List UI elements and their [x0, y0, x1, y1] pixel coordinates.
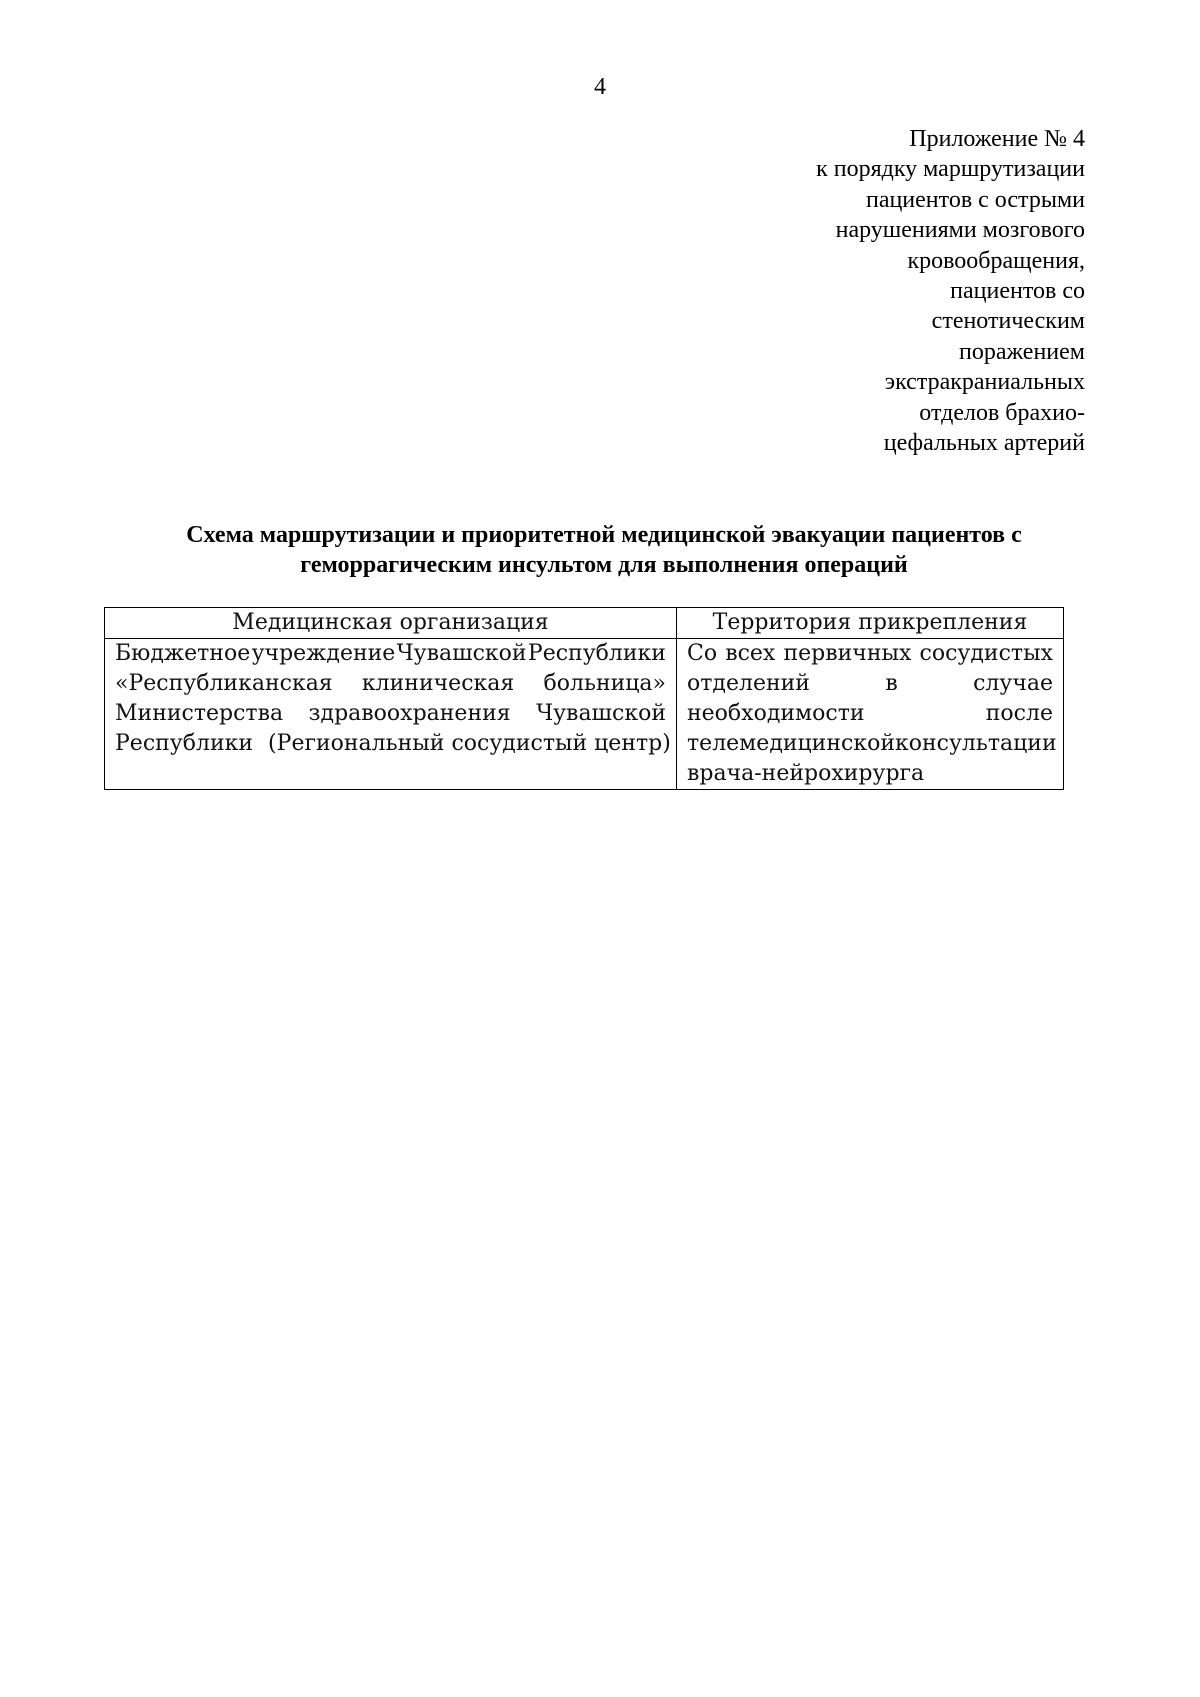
word: телемедицинской [687, 731, 895, 756]
cell-line [115, 639, 666, 669]
appendix-line: экстракраниальных [884, 369, 1085, 396]
word: Республики [527, 641, 666, 666]
appendix-header [665, 124, 1085, 458]
table-row [105, 639, 1064, 790]
word: сосудистых [919, 641, 1053, 666]
title-line: Схема маршрутизации и приоритетной медицинской эвакуации пациентов с [186, 522, 1022, 548]
cell-organization [105, 639, 677, 790]
word: Со [687, 641, 718, 666]
word: Министерства [115, 701, 284, 726]
word: Республики [115, 731, 254, 756]
cell-line [115, 699, 666, 729]
word: больница» [543, 671, 666, 696]
appendix-line: нарушениями мозгового [835, 217, 1085, 244]
word: врача-нейрохирурга [687, 761, 925, 786]
word: Чувашской [536, 701, 666, 726]
appendix-line: цефальных артерий [883, 430, 1085, 457]
word: в [885, 671, 898, 696]
header-organization: Медицинская организация [105, 608, 677, 639]
word: после [985, 701, 1053, 726]
appendix-line: стенотическим [931, 308, 1085, 335]
cell-territory [677, 639, 1064, 790]
word: учреждение [251, 641, 396, 666]
appendix-line: пациентов с острыми [865, 186, 1085, 213]
appendix-line: Приложение № 4 [909, 126, 1085, 152]
appendix-line: кровообращения, [907, 247, 1085, 274]
cell-line [687, 699, 1053, 729]
cell-line [687, 639, 1053, 669]
word: (Региональный сосудистый центр) [261, 731, 671, 756]
word: отделений [687, 671, 810, 696]
word: первичных [783, 641, 912, 666]
word: всех [725, 641, 776, 666]
word: необходимости [687, 701, 865, 726]
word: Чувашской [396, 641, 527, 666]
word: Бюджетное [115, 641, 251, 666]
word: здравоохранения [308, 701, 511, 726]
table-header-row [105, 608, 1064, 639]
cell-line [687, 669, 1053, 699]
word: «Республиканская [115, 671, 333, 696]
cell-line [115, 669, 666, 699]
document-title [104, 520, 1104, 580]
cell-line [115, 729, 671, 759]
appendix-line: поражением [959, 338, 1085, 365]
appendix-line: пациентов со [950, 278, 1085, 305]
cell-line [687, 759, 1053, 789]
appendix-line: отделов брахио- [919, 399, 1085, 426]
word: случае [973, 671, 1053, 696]
appendix-line: к порядку маршрутизации [816, 156, 1085, 183]
cell-line [687, 729, 1057, 759]
page-number: 4 [594, 74, 606, 100]
word: консультации [894, 731, 1057, 756]
header-territory: Территория прикрепления [677, 608, 1064, 639]
routing-table [104, 607, 1064, 790]
title-line: геморрагическим инсультом для выполнения операций [300, 552, 908, 578]
word: клиническая [361, 671, 515, 696]
